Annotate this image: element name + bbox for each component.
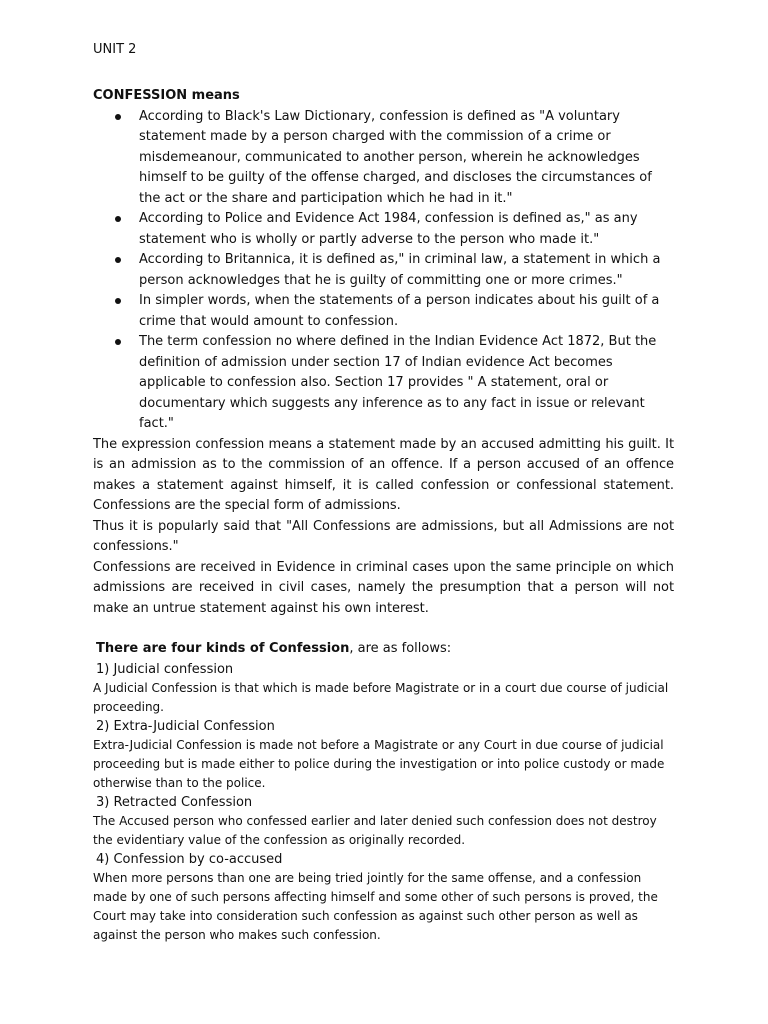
body-paragraph: Thus it is popularly said that "All Confessions are admissions, but all Admissions are not confessions." (93, 518, 674, 554)
definition-text: According to Police and Evidence Act 1984, confession is defined as," as any statement who is wholly or partly adverse to the person who made it." (139, 211, 638, 247)
bullet-icon (115, 298, 121, 304)
definition-text: According to Britannica, it is defined as," in criminal law, a statement in which a person acknowledges that he is guilty of committing one or more crimes." (139, 252, 661, 288)
kind-description: The Accused person who confessed earlier and later denied such confession does not destroy the evidentiary value of the confession as originally recorded. (93, 813, 657, 847)
definition-item (93, 250, 674, 291)
kind-title: 1) Judicial confession (96, 661, 234, 677)
kind-title: 2) Extra-Judicial Confession (96, 718, 275, 734)
definition-item (93, 291, 674, 332)
definition-list (93, 107, 674, 435)
document-body (93, 86, 674, 945)
bullet-icon (115, 257, 121, 263)
kind-title: 4) Confession by co-accused (96, 851, 283, 867)
kind-description: Extra-Judicial Confession is made not before a Magistrate or any Court in due course of judicial proceeding but is made either to police during the investigation or into police custody or made otherwise than to the police. (93, 737, 665, 790)
unit-label: UNIT 2 (93, 42, 137, 57)
kind-title: 3) Retracted Confession (96, 794, 253, 810)
kinds-heading (93, 639, 674, 660)
kind-section (93, 850, 674, 945)
kind-section (93, 660, 674, 717)
confession-heading: CONFESSION means (93, 88, 240, 103)
kinds-heading-bold: There are four kinds of Confession (96, 641, 350, 656)
definition-text: The term confession no where defined in the Indian Evidence Act 1872, But the definition of admission under section 17 of Indian evidence Act becomes applicable to confession also. Section 17 provides " A statement, oral or documentary which suggests any inference as to any fact in issue or relevant fact." (139, 334, 657, 431)
kind-section (93, 793, 674, 850)
definition-item (93, 332, 674, 435)
bullet-icon (115, 114, 121, 120)
definition-item (93, 209, 674, 250)
section-spacer (93, 619, 674, 639)
kinds-heading-rest: , are as follows: (349, 641, 452, 656)
body-paragraph: Confessions are received in Evidence in criminal cases upon the same principle on which admissions are received in civil cases, namely the presumption that a person will not make an untrue statement against his own interest. (93, 559, 674, 616)
definition-item (93, 107, 674, 210)
bullet-icon (115, 339, 121, 345)
kind-section (93, 717, 674, 793)
body-paragraph: The expression confession means a statement made by an accused admitting his guilt. It is an admission as to the commission of an offence. If a person accused of an offence makes a statement against himself, it is called confession or confessional statement. Confessions are the special form of admissions. (93, 436, 674, 513)
kind-description: A Judicial Confession is that which is made before Magistrate or in a court due course of judicial proceeding. (93, 680, 669, 714)
kind-description: When more persons than one are being tried jointly for the same offense, and a confession made by one of such persons affecting himself and some other of such persons is proved, the Court may take into consideration such confession as against such other person as well as against the person who makes such confession. (93, 870, 658, 942)
bullet-icon (115, 216, 121, 222)
definition-text: According to Black's Law Dictionary, confession is defined as "A voluntary statement made by a person charged with the commission of a crime or misdemeanour, communicated to another person, wherein he acknowledges himself to be guilty of the offense charged, and discloses the circumstances of the act or the share and participation which he had in it." (139, 108, 652, 206)
definition-text: In simpler words, when the statements of a person indicates about his guilt of a crime that would amount to confession. (139, 293, 660, 329)
